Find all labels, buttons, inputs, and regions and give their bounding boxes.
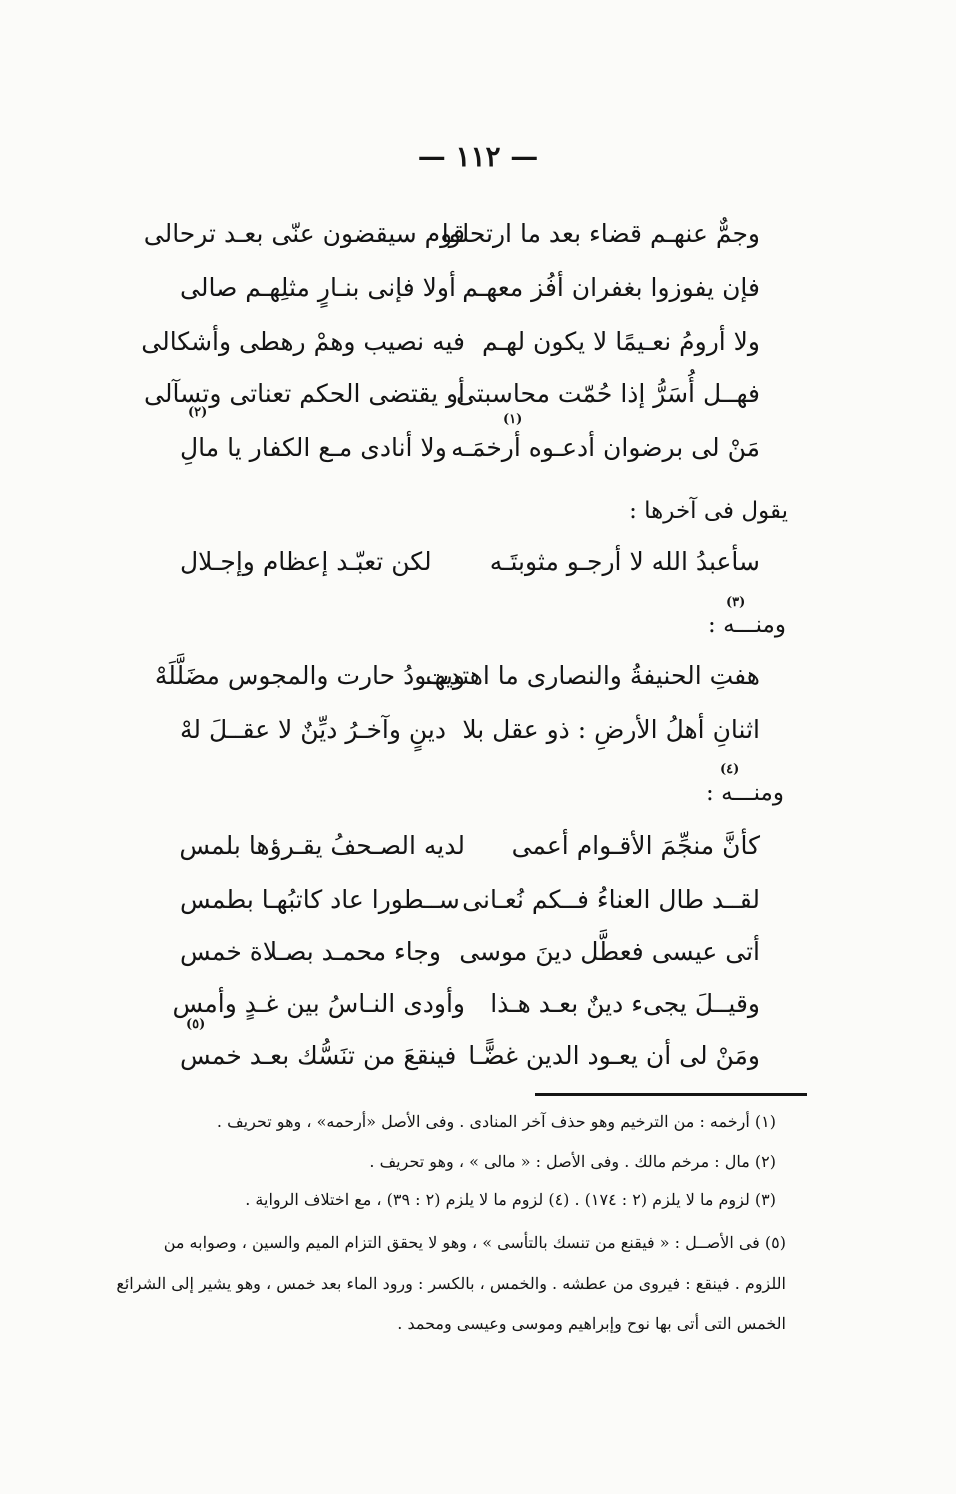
first-hemistich: لقــد طال العناءُ فــكم نُعـانى bbox=[462, 885, 760, 914]
verse-line bbox=[172, 984, 760, 1024]
first-hemistich: سأعبدُ الله لا أرجـو مثوبتَـه bbox=[489, 547, 760, 576]
footnote: (٥) فى الأصــل : « فيقنع من تنسك بالتأسى » ، وهو لا يحقق التزام الميم والسين ، وصوابه من bbox=[163, 1233, 786, 1252]
section-intro: ومنـــه : bbox=[706, 780, 784, 806]
first-hemistich: فهــل أُسَرُّ إذا حُمّت محاسبتى bbox=[455, 379, 760, 408]
second-hemistich: ولا أنادى مـع الكفار يا مالِ bbox=[180, 433, 447, 462]
verse-line bbox=[180, 1036, 760, 1076]
second-hemistich: وأودى النـاسُ بين غـدٍ وأمس bbox=[172, 989, 465, 1018]
footnote-continuation: اللزوم . فينقع : فيروى من عطشه . والخمس ، بالكسر : ورود الماء بعد خمس ، وهو يشير إلى الشرائع bbox=[116, 1274, 786, 1293]
footnote-continuation: الخمس التى أتى بها نوح وإبراهيم وموسى وعيسى ومحمد . bbox=[397, 1314, 786, 1333]
footnote-ref-3: (٣) bbox=[726, 595, 746, 610]
footnote-ref-1: (١) bbox=[503, 412, 523, 427]
footnote-separator bbox=[535, 1093, 807, 1096]
first-hemistich: ومَنْ لى أن يعـود الدين غضًّـا bbox=[468, 1041, 760, 1070]
first-hemistich: اثنانِ أهلُ الأرضِ : ذو عقل بلا bbox=[462, 715, 760, 744]
second-hemistich: ســطورا عاد كاتبُهـا بطمس bbox=[180, 885, 460, 914]
first-hemistich: وقيــلَ يجىء دينٌ بعـد هـذا bbox=[490, 989, 760, 1018]
footnote-ref-5: (٥) bbox=[186, 1017, 206, 1032]
footnote: (٣) لزوم ما لا يلزم (٢ : ١٧٤) . (٤) لزوم ما لا يلزم (٢ : ٣٩) ، مع اختلاف الرواية . bbox=[245, 1190, 776, 1209]
verse-line bbox=[180, 826, 760, 866]
second-hemistich: لديه الصـحفُ يقـرؤها بلمس bbox=[179, 831, 465, 860]
second-hemistich: وجاء محمـد بصـلاة خمس bbox=[180, 937, 441, 966]
verse-line bbox=[180, 932, 760, 972]
first-hemistich: وجمٌّ عنهـم قضاء بعد ما ارتحلوا bbox=[441, 219, 760, 248]
second-hemistich: قوم سيقضون عنّى بعـد ترحالى bbox=[143, 219, 465, 248]
footnote: (٢) مال : مرخم مالك . وفى الأصل : « مالى » ، وهو تحريف . bbox=[369, 1152, 776, 1171]
first-hemistich: مَنْ لى برضوان أدعـوه أرخمَـه bbox=[451, 433, 760, 462]
verse-line bbox=[180, 880, 760, 920]
second-hemistich: أو يقتضى الحكم تعناتى وتسآلى bbox=[144, 379, 465, 408]
second-hemistich: فينقعَ من تنَسُّك بعـد خمس bbox=[180, 1041, 457, 1070]
second-hemistich: لكن تعبّـد إعظام وإجـلال bbox=[180, 547, 432, 576]
second-hemistich: أولا فإنى بنـارٍ مثلِهـم صالى bbox=[180, 273, 456, 302]
second-hemistich: فيه نصيب وهمْ رهطى وأشكالى bbox=[141, 327, 465, 356]
verse-line bbox=[180, 542, 760, 582]
first-hemistich: كأنَّ منجِّمَ الأقـوام أعمى bbox=[511, 831, 760, 860]
verse-line bbox=[180, 428, 760, 468]
footnote: (١) أرخمه : من الترخيم وهو حذف آخر المنادى . وفى الأصل «أرحمه» ، وهو تحريف . bbox=[216, 1112, 776, 1131]
first-hemistich: أتى عيسى فعطَّل دينَ موسى bbox=[459, 937, 760, 966]
second-hemistich: ويهـودُ حارت والمجوس مضَلَّلَهْ bbox=[154, 661, 465, 690]
second-hemistich: دينٍ وآخـرُ ديِّنٌ لا عقــلَ لهْ bbox=[180, 715, 446, 744]
verse-line bbox=[141, 322, 760, 362]
verse-line bbox=[180, 710, 760, 750]
first-hemistich: ولا أرومُ نعـيمًا لا يكون لهـم bbox=[482, 327, 760, 356]
verse-line bbox=[144, 374, 760, 414]
verse-line bbox=[143, 214, 760, 254]
page-number: — ١١٢ — bbox=[417, 140, 539, 173]
first-hemistich: فإن يفوزوا بغفران أفُز معهـم bbox=[462, 273, 760, 302]
verse-line bbox=[154, 656, 760, 696]
first-hemistich: هفتِ الحنيفةُ والنصارى ما اهتدت bbox=[425, 661, 760, 690]
section-intro: ومنـــه : bbox=[708, 612, 786, 638]
footnote-ref-2: (٢) bbox=[188, 405, 208, 420]
verse-line bbox=[180, 268, 760, 308]
section-intro: يقول فى آخرها : bbox=[629, 498, 788, 524]
footnote-ref-4: (٤) bbox=[720, 762, 740, 777]
